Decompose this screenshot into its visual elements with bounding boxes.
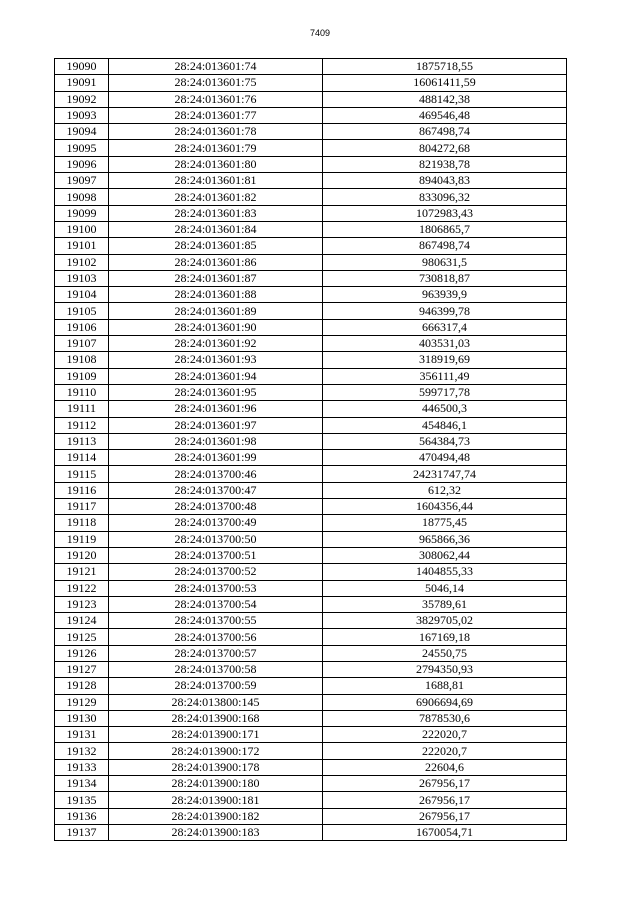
table-row [55,710,567,726]
cadastral-value-cell: 564384,73 [323,433,567,449]
cadastral-number-cell: 28:24:013601:94 [109,368,323,384]
cadastral-number-cell: 28:24:013900:172 [109,743,323,759]
row-number-cell: 19134 [55,776,109,792]
row-number-cell: 19136 [55,808,109,824]
row-number-cell: 19102 [55,254,109,270]
row-number-cell: 19100 [55,221,109,237]
row-number-cell: 19133 [55,759,109,775]
table-row [55,727,567,743]
cadastral-number-cell: 28:24:013700:48 [109,499,323,515]
table-row [55,336,567,352]
table-row [55,254,567,270]
row-number-cell: 19119 [55,531,109,547]
table-row [55,645,567,661]
cadastral-number-cell: 28:24:013700:59 [109,678,323,694]
row-number-cell: 19090 [55,59,109,75]
cadastral-number-cell: 28:24:013601:81 [109,173,323,189]
table-row [55,368,567,384]
row-number-cell: 19120 [55,547,109,563]
row-number-cell: 19130 [55,710,109,726]
row-number-cell: 19092 [55,91,109,107]
table-row [55,189,567,205]
cadastral-value-cell: 1875718,55 [323,59,567,75]
cadastral-value-cell: 454846,1 [323,417,567,433]
table-body [55,59,567,841]
cadastral-number-cell: 28:24:013601:88 [109,287,323,303]
cadastral-number-cell: 28:24:013700:55 [109,613,323,629]
cadastral-number-cell: 28:24:013601:79 [109,140,323,156]
row-number-cell: 19109 [55,368,109,384]
cadastral-number-cell: 28:24:013601:80 [109,156,323,172]
table-row [55,124,567,140]
row-number-cell: 19106 [55,319,109,335]
cadastral-number-cell: 28:24:013900:183 [109,824,323,840]
cadastral-value-cell: 821938,78 [323,156,567,172]
cadastral-number-cell: 28:24:013601:97 [109,417,323,433]
cadastral-number-cell: 28:24:013601:84 [109,221,323,237]
cadastral-number-cell: 28:24:013601:98 [109,433,323,449]
cadastral-number-cell: 28:24:013601:82 [109,189,323,205]
table-row [55,661,567,677]
cadastral-number-cell: 28:24:013700:49 [109,515,323,531]
row-number-cell: 19125 [55,629,109,645]
cadastral-number-cell: 28:24:013800:145 [109,694,323,710]
table-row [55,238,567,254]
row-number-cell: 19093 [55,107,109,123]
row-number-cell: 19103 [55,270,109,286]
row-number-cell: 19108 [55,352,109,368]
cadastral-value-cell: 469546,48 [323,107,567,123]
cadastral-value-cell: 167169,18 [323,629,567,645]
cadastral-value-cell: 666317,4 [323,319,567,335]
row-number-cell: 19107 [55,336,109,352]
cadastral-value-cell: 7878530,6 [323,710,567,726]
cadastral-value-cell: 963939,9 [323,287,567,303]
table-row [55,221,567,237]
cadastral-value-cell: 867498,74 [323,238,567,254]
cadastral-value-cell: 22604,6 [323,759,567,775]
table-row [55,580,567,596]
table-row [55,384,567,400]
cadastral-number-cell: 28:24:013601:77 [109,107,323,123]
cadastral-value-cell: 488142,38 [323,91,567,107]
row-number-cell: 19111 [55,401,109,417]
cadastral-number-cell: 28:24:013700:53 [109,580,323,596]
row-number-cell: 19095 [55,140,109,156]
cadastral-number-cell: 28:24:013700:47 [109,482,323,498]
cadastral-value-cell: 833096,32 [323,189,567,205]
row-number-cell: 19128 [55,678,109,694]
cadastral-value-cell: 2794350,93 [323,661,567,677]
row-number-cell: 19115 [55,466,109,482]
cadastral-value-cell: 1072983,43 [323,205,567,221]
cadastral-number-cell: 28:24:013700:57 [109,645,323,661]
table-row [55,613,567,629]
cadastral-value-cell: 804272,68 [323,140,567,156]
table-row [55,596,567,612]
cadastral-number-cell: 28:24:013700:50 [109,531,323,547]
row-number-cell: 19113 [55,433,109,449]
cadastral-number-cell: 28:24:013900:178 [109,759,323,775]
cadastral-value-cell: 18775,45 [323,515,567,531]
cadastral-value-cell: 3829705,02 [323,613,567,629]
cadastral-number-cell: 28:24:013601:92 [109,336,323,352]
cadastral-value-cell: 318919,69 [323,352,567,368]
table-row [55,743,567,759]
cadastral-value-cell: 5046,14 [323,580,567,596]
row-number-cell: 19117 [55,499,109,515]
row-number-cell: 19091 [55,75,109,91]
cadastral-number-cell: 28:24:013601:90 [109,319,323,335]
row-number-cell: 19112 [55,417,109,433]
cadastral-number-cell: 28:24:013601:75 [109,75,323,91]
cadastral-value-cell: 222020,7 [323,743,567,759]
cadastral-value-cell: 980631,5 [323,254,567,270]
cadastral-number-cell: 28:24:013700:51 [109,547,323,563]
row-number-cell: 19137 [55,824,109,840]
table-row [55,629,567,645]
cadastral-number-cell: 28:24:013900:168 [109,710,323,726]
row-number-cell: 19129 [55,694,109,710]
table-row [55,515,567,531]
table-row [55,417,567,433]
row-number-cell: 19124 [55,613,109,629]
cadastral-value-cell: 308062,44 [323,547,567,563]
cadastral-value-cell: 894043,83 [323,173,567,189]
table-row [55,759,567,775]
cadastral-value-cell: 356111,49 [323,368,567,384]
cadastral-value-cell: 222020,7 [323,727,567,743]
row-number-cell: 19099 [55,205,109,221]
table-row [55,808,567,824]
cadastral-value-cell: 730818,87 [323,270,567,286]
cadastral-value-cell: 599717,78 [323,384,567,400]
cadastral-number-cell: 28:24:013601:85 [109,238,323,254]
table-row [55,156,567,172]
cadastral-number-cell: 28:24:013601:87 [109,270,323,286]
table-row [55,107,567,123]
row-number-cell: 19101 [55,238,109,254]
row-number-cell: 19094 [55,124,109,140]
cadastral-value-cell: 446500,3 [323,401,567,417]
row-number-cell: 19118 [55,515,109,531]
cadastral-number-cell: 28:24:013700:52 [109,564,323,580]
cadastral-number-cell: 28:24:013601:99 [109,450,323,466]
row-number-cell: 19121 [55,564,109,580]
table-row [55,401,567,417]
cadastral-number-cell: 28:24:013900:182 [109,808,323,824]
row-number-cell: 19127 [55,661,109,677]
cadastral-number-cell: 28:24:013700:54 [109,596,323,612]
table-row [55,776,567,792]
cadastral-value-cell: 946399,78 [323,303,567,319]
cadastral-value-cell: 1670054,71 [323,824,567,840]
cadastral-number-cell: 28:24:013601:83 [109,205,323,221]
table-row [55,319,567,335]
table-row [55,678,567,694]
table-row [55,482,567,498]
table-row [55,287,567,303]
cadastral-value-cell: 16061411,59 [323,75,567,91]
table-row [55,792,567,808]
cadastral-value-cell: 867498,74 [323,124,567,140]
table-row [55,140,567,156]
row-number-cell: 19135 [55,792,109,808]
table-row [55,466,567,482]
cadastral-value-table [54,58,567,841]
table-row [55,547,567,563]
table-row [55,75,567,91]
cadastral-value-cell: 965866,36 [323,531,567,547]
cadastral-value-cell: 1806865,7 [323,221,567,237]
cadastral-value-cell: 24231747,74 [323,466,567,482]
row-number-cell: 19131 [55,727,109,743]
cadastral-number-cell: 28:24:013900:181 [109,792,323,808]
table-row [55,205,567,221]
row-number-cell: 19123 [55,596,109,612]
cadastral-number-cell: 28:24:013601:95 [109,384,323,400]
row-number-cell: 19105 [55,303,109,319]
cadastral-number-cell: 28:24:013900:180 [109,776,323,792]
cadastral-number-cell: 28:24:013601:93 [109,352,323,368]
table-row [55,173,567,189]
table-row [55,59,567,75]
row-number-cell: 19104 [55,287,109,303]
cadastral-value-cell: 470494,48 [323,450,567,466]
cadastral-value-cell: 267956,17 [323,808,567,824]
row-number-cell: 19097 [55,173,109,189]
row-number-cell: 19126 [55,645,109,661]
cadastral-number-cell: 28:24:013700:56 [109,629,323,645]
cadastral-number-cell: 28:24:013601:76 [109,91,323,107]
table-row [55,564,567,580]
row-number-cell: 19114 [55,450,109,466]
row-number-cell: 19098 [55,189,109,205]
table-row [55,433,567,449]
cadastral-number-cell: 28:24:013900:171 [109,727,323,743]
cadastral-number-cell: 28:24:013601:78 [109,124,323,140]
cadastral-value-cell: 24550,75 [323,645,567,661]
row-number-cell: 19132 [55,743,109,759]
table-row [55,352,567,368]
row-number-cell: 19122 [55,580,109,596]
page-number: 7409 [309,28,331,38]
cadastral-number-cell: 28:24:013601:86 [109,254,323,270]
row-number-cell: 19096 [55,156,109,172]
row-number-cell: 19110 [55,384,109,400]
table-row [55,303,567,319]
cadastral-number-cell: 28:24:013601:96 [109,401,323,417]
cadastral-value-cell: 35789,61 [323,596,567,612]
cadastral-number-cell: 28:24:013601:74 [109,59,323,75]
table-row [55,91,567,107]
cadastral-value-cell: 1404855,33 [323,564,567,580]
table-row [55,694,567,710]
table-row [55,270,567,286]
cadastral-value-cell: 6906694,69 [323,694,567,710]
cadastral-value-cell: 612,32 [323,482,567,498]
cadastral-value-cell: 1688,81 [323,678,567,694]
cadastral-number-cell: 28:24:013700:58 [109,661,323,677]
cadastral-value-cell: 267956,17 [323,792,567,808]
cadastral-number-cell: 28:24:013601:89 [109,303,323,319]
table-row [55,499,567,515]
cadastral-value-cell: 403531,03 [323,336,567,352]
cadastral-value-cell: 1604356,44 [323,499,567,515]
row-number-cell: 19116 [55,482,109,498]
table-row [55,450,567,466]
table-row [55,531,567,547]
table-row [55,824,567,840]
cadastral-value-cell: 267956,17 [323,776,567,792]
cadastral-number-cell: 28:24:013700:46 [109,466,323,482]
